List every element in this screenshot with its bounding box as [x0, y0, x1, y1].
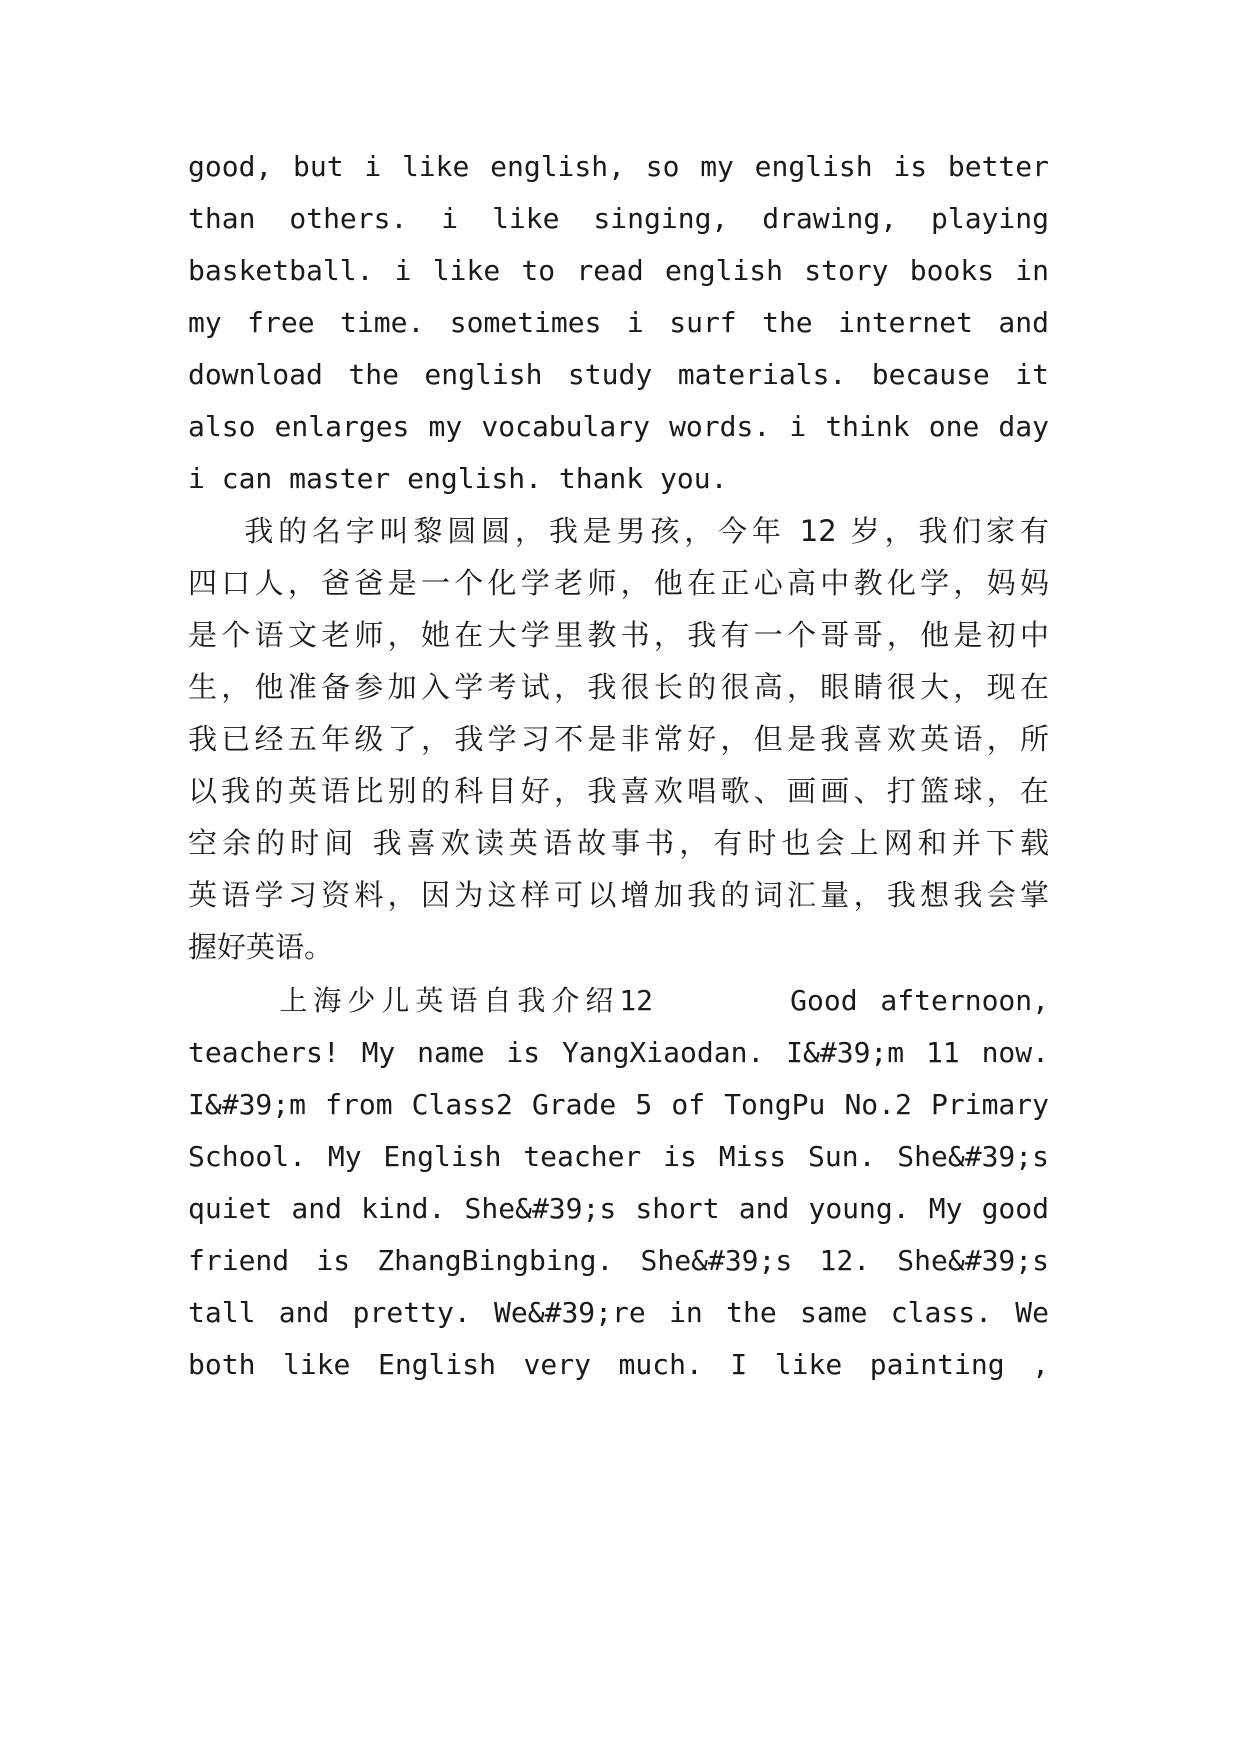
text-line: i can master english. thank you.	[188, 462, 728, 495]
text-line: 以我的英语比别的科目好，我喜欢唱歌、画画、打篮球，在	[188, 774, 1049, 808]
text-line: 是个语文老师，她在大学里教书，我有一个哥哥，他是初中	[188, 618, 1049, 652]
text-line: good, but i like english, so my english is better	[188, 150, 1049, 183]
text-line: my free time. sometimes i surf the internet and	[188, 306, 1049, 339]
text-line: 握好英语。	[188, 930, 334, 964]
text-line: 四口人，爸爸是一个化学老师，他在正心高中教化学，妈妈	[188, 566, 1049, 600]
text-line: 空余的时间 我喜欢读英语故事书，有时也会上网和并下载	[188, 826, 1049, 860]
text-line: basketball. i like to read english story books in	[188, 254, 1049, 287]
text-line: both like English very much. I like painting ,	[188, 1348, 1049, 1381]
text-line: 上海少儿英语自我介绍12 Good afternoon,	[188, 984, 1049, 1017]
text-line: also enlarges my vocabulary words. i think one day	[188, 410, 1049, 443]
text-line: 我的名字叫黎圆圆，我是男孩，今年 12 岁，我们家有	[188, 514, 1049, 548]
text-line: teachers! My name is YangXiaodan. I&#39;m 11 now.	[188, 1036, 1049, 1069]
text-line: download the english study materials. because it	[188, 358, 1049, 391]
text-line: I&#39;m from Class2 Grade 5 of TongPu No.2 Primary	[188, 1088, 1049, 1121]
text-line: 生，他准备参加入学考试，我很长的很高，眼睛很大，现在	[188, 670, 1049, 704]
text-line: than others. i like singing, drawing, playing	[188, 202, 1049, 235]
text-line: friend is ZhangBingbing. She&#39;s 12. She&#39;s	[188, 1244, 1049, 1277]
text-line: tall and pretty. We&#39;re in the same class. We	[188, 1296, 1049, 1329]
text-line: quiet and kind. She&#39;s short and young. My good	[188, 1192, 1049, 1225]
text-line: School. My English teacher is Miss Sun. She&#39;s	[188, 1140, 1049, 1173]
text-line: 我已经五年级了，我学习不是非常好，但是我喜欢英语，所	[188, 722, 1049, 756]
text-line: 英语学习资料，因为这样可以增加我的词汇量，我想我会掌	[188, 878, 1049, 912]
